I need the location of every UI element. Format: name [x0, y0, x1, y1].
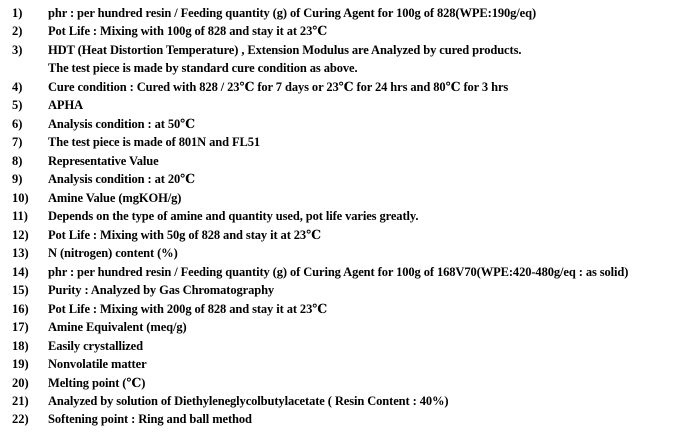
note-text: Pot Life : Mixing with 100g of 828 and stay it at 23℃ — [48, 24, 328, 38]
note-number: 11) — [12, 209, 28, 223]
list-item — [0, 78, 689, 96]
list-item — [0, 281, 689, 299]
note-text: Pot Life : Mixing with 50g of 828 and stay it at 23℃ — [48, 228, 321, 242]
note-number: 4) — [12, 80, 23, 94]
list-item — [0, 170, 689, 188]
note-text: phr : per hundred resin / Feeding quantity (g) of Curing Agent for 100g of 168V70(WPE:420-480g/eq : as solid) — [48, 265, 629, 279]
list-item — [0, 318, 689, 336]
note-number: 6) — [12, 117, 23, 131]
list-item — [0, 207, 689, 225]
note-number: 14) — [12, 265, 29, 279]
list-item — [0, 4, 689, 22]
note-text: Purity : Analyzed by Gas Chromatography — [48, 283, 275, 297]
note-number: 17) — [12, 320, 29, 334]
note-number: 21) — [12, 394, 29, 408]
note-number: 8) — [12, 154, 23, 168]
list-item — [0, 337, 689, 355]
note-number: 15) — [12, 283, 29, 297]
note-number: 3) — [12, 43, 23, 57]
note-number: 1) — [12, 6, 23, 20]
list-item — [0, 41, 689, 59]
note-number: 12) — [12, 228, 29, 242]
note-text: Analysis condition : at 20℃ — [48, 172, 196, 186]
note-number: 16) — [12, 302, 29, 316]
note-text: Amine Equivalent (meq/g) — [48, 320, 187, 334]
note-text: The test piece is made of 801N and FL51 — [48, 135, 261, 149]
list-item — [0, 410, 689, 428]
list-item — [0, 392, 689, 410]
list-item — [0, 300, 689, 318]
list-item — [0, 226, 689, 244]
note-number: 13) — [12, 246, 29, 260]
note-number: 10) — [12, 191, 29, 205]
list-item — [0, 22, 689, 40]
note-text: Melting point (℃) — [48, 376, 146, 390]
list-item — [0, 374, 689, 392]
note-number: 22) — [12, 412, 29, 426]
list-item — [0, 189, 689, 207]
note-text: The test piece is made by standard cure condition as above. — [48, 61, 358, 75]
note-number: 18) — [12, 339, 29, 353]
note-text: Softening point : Ring and ball method — [48, 412, 252, 426]
list-item — [0, 59, 689, 77]
note-text: Nonvolatile matter — [48, 357, 147, 371]
note-number: 7) — [12, 135, 23, 149]
note-text: Cure condition : Cured with 828 / 23℃ for 7 days or 23℃ for 24 hrs and 80℃ for 3 hrs — [48, 80, 509, 94]
list-item — [0, 96, 689, 114]
note-number: 19) — [12, 357, 29, 371]
note-number: 9) — [12, 172, 23, 186]
note-text: Amine Value (mgKOH/g) — [48, 191, 182, 205]
note-number: 20) — [12, 376, 29, 390]
note-number: 5) — [12, 98, 23, 112]
list-item — [0, 133, 689, 151]
note-text: Analysis condition : at 50℃ — [48, 117, 196, 131]
list-item — [0, 152, 689, 170]
note-text: Pot Life : Mixing with 200g of 828 and stay it at 23℃ — [48, 302, 328, 316]
list-item — [0, 355, 689, 373]
note-text: APHA — [48, 98, 84, 112]
note-text: HDT (Heat Distortion Temperature) , Extension Modulus are Analyzed by cured products. — [48, 43, 522, 57]
note-text: Representative Value — [48, 154, 159, 168]
note-text: N (nitrogen) content (%) — [48, 246, 178, 260]
note-text: phr : per hundred resin / Feeding quantity (g) of Curing Agent for 100g of 828(WPE:190g/eq) — [48, 6, 537, 20]
list-item — [0, 263, 689, 281]
list-item — [0, 115, 689, 133]
note-text: Analyzed by solution of Diethyleneglycolbutylacetate ( Resin Content : 40%) — [48, 394, 449, 408]
list-item — [0, 244, 689, 262]
note-text: Easily crystallized — [48, 339, 143, 353]
note-text: Depends on the type of amine and quantity used, pot life varies greatly. — [48, 209, 419, 223]
note-number: 2) — [12, 24, 23, 38]
